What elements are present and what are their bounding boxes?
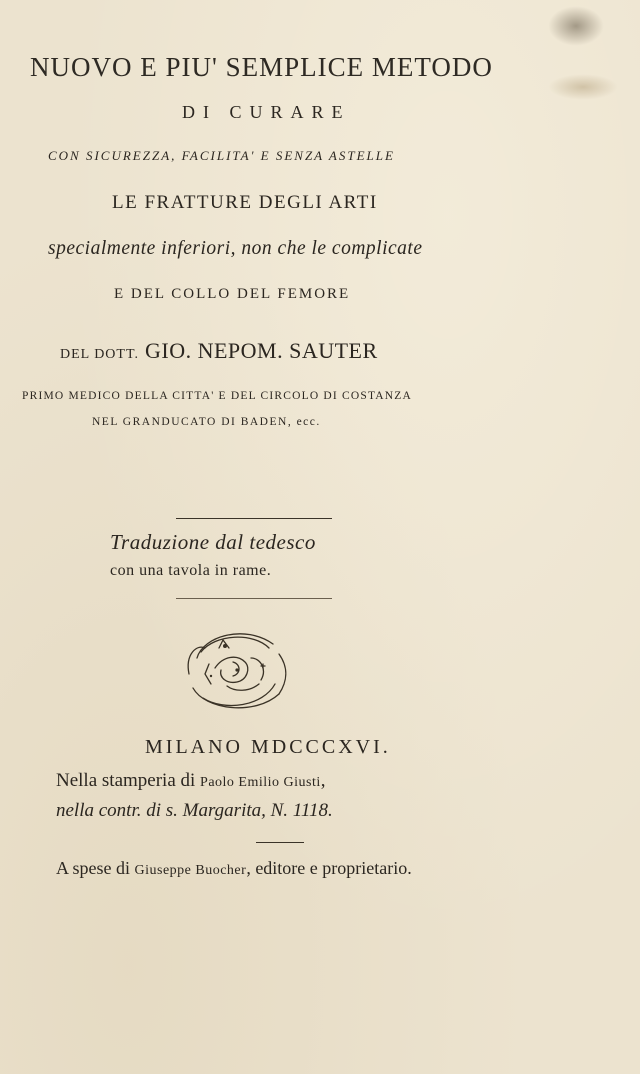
author-line xyxy=(60,338,378,364)
subtitle-con-sicurezza: CON SICUREZZA, FACILITA' E SENZA ASTELLE xyxy=(48,148,395,163)
imprint-stamperia xyxy=(56,770,326,792)
subtitle-di-curare: DI CURARE xyxy=(182,102,351,122)
divider-rule-2 xyxy=(176,598,332,599)
imprint-address: nella contr. di s. Margarita, N. 1118. xyxy=(56,800,333,821)
divider-rule-3 xyxy=(256,842,304,843)
credentials-line-1: PRIMO MEDICO DELLA CITTA' E DEL CIRCOLO DI COSTANZA xyxy=(22,390,413,402)
book-title: NUOVO E PIU' SEMPLICE METODO xyxy=(30,52,493,82)
ink-stain-right xyxy=(548,74,618,100)
author-name: GIO. NEPOM. SAUTER xyxy=(144,338,378,363)
subtitle-collo-femore: E DEL COLLO DEL FEMORE xyxy=(114,286,351,302)
ink-stain-top-right xyxy=(548,6,604,46)
credentials-line-2: NEL GRANDUCATO DI BADEN, ecc. xyxy=(92,416,321,428)
author-prefix: DEL DOTT. xyxy=(60,347,139,362)
imprint-stamperia-post: , xyxy=(320,770,326,791)
printer-device-emblem xyxy=(175,618,295,718)
subtitle-specialmente: specialmente inferiori, non che le complicate xyxy=(48,238,423,259)
printer-name: Paolo Emilio Giusti xyxy=(200,775,321,790)
imprint-city-year: MILANO MDCCCXVI. xyxy=(145,736,391,758)
translation-line-1: Traduzione dal tedesco xyxy=(110,530,316,554)
subtitle-le-fratture: LE FRATTURE DEGLI ARTI xyxy=(112,192,378,213)
publisher-name: Giuseppe Buocher xyxy=(134,863,247,878)
imprint-spese-post: , editore e proprietario. xyxy=(246,858,412,878)
imprint-spese-pre: A spese di xyxy=(56,858,130,878)
imprint-stamperia-pre: Nella stamperia di xyxy=(56,770,196,791)
translation-line-2: con una tavola in rame. xyxy=(110,562,272,579)
imprint-publisher xyxy=(56,858,412,879)
divider-rule-1 xyxy=(176,518,332,519)
